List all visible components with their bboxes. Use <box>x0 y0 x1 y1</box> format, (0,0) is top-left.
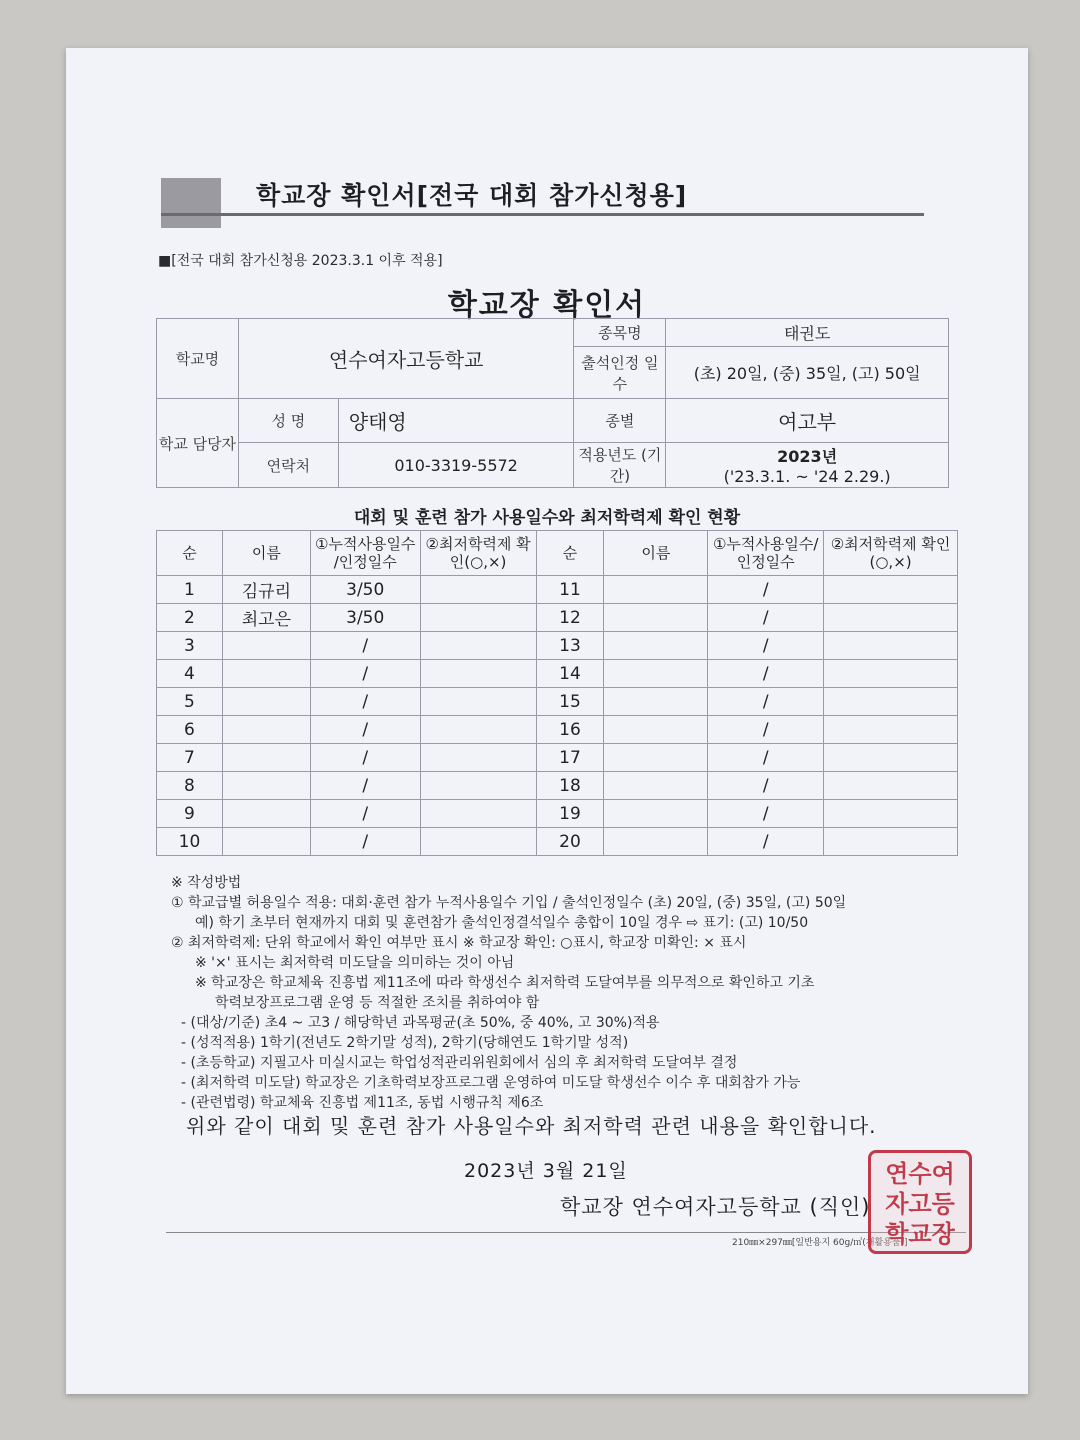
signing-date: 2023년 3월 21일 <box>464 1160 628 1182</box>
table-row <box>157 772 958 800</box>
table-row <box>157 576 958 604</box>
period-value: ('23.3.1. ~ '24 2.29.) <box>723 467 891 486</box>
cell-days: / <box>310 828 420 856</box>
cell-no-right: 19 <box>536 800 604 828</box>
cell-academic-right <box>824 576 958 604</box>
principal-signature: 학교장 연수여자고등학교 (직인) <box>560 1195 871 1219</box>
header-name-left: 이름 <box>222 531 310 576</box>
cell-days-right: / <box>708 632 824 660</box>
cell-days-right: / <box>708 828 824 856</box>
form-label: ■[전국 대회 참가신청용 2023.3.1 이후 적용] <box>158 253 443 269</box>
cell-academic <box>420 772 536 800</box>
contact-value: 010-3319-5572 <box>338 443 574 488</box>
cell-name <box>222 772 310 800</box>
cell-name-right <box>604 688 708 716</box>
cell-academic <box>420 744 536 772</box>
manager-label: 학교 담당자 <box>157 399 239 488</box>
table-row <box>157 828 958 856</box>
contact-label: 연락처 <box>238 443 338 488</box>
cell-academic <box>420 688 536 716</box>
header-name-right: 이름 <box>604 531 708 576</box>
cell-name <box>222 660 310 688</box>
cell-name <box>222 828 310 856</box>
note-line: ※ '×' 표시는 최저학력 미도달을 의미하는 것이 아님 <box>195 955 515 971</box>
school-label: 학교명 <box>157 319 239 399</box>
header-academic-left: ②최저학력제 확인(○,×) <box>420 531 536 576</box>
name-label: 성 명 <box>238 399 338 443</box>
bottom-rule <box>166 1232 966 1233</box>
cell-no: 10 <box>157 828 223 856</box>
cell-academic-right <box>824 688 958 716</box>
cell-days: / <box>310 772 420 800</box>
header-marker <box>161 178 221 228</box>
header-academic-right: ②최저학력제 확인(○,×) <box>824 531 958 576</box>
year-label: 적용년도 (기간) <box>574 443 666 488</box>
cell-no-right: 12 <box>536 604 604 632</box>
cell-no-right: 13 <box>536 632 604 660</box>
cell-days: / <box>310 632 420 660</box>
cell-no-right: 17 <box>536 744 604 772</box>
table-row <box>157 744 958 772</box>
cell-no-right: 16 <box>536 716 604 744</box>
cell-days: 3/50 <box>310 576 420 604</box>
cell-name-right <box>604 632 708 660</box>
name-value: 양태영 <box>338 399 574 443</box>
cell-no: 6 <box>157 716 223 744</box>
header-rule <box>161 213 924 216</box>
cell-name <box>222 744 310 772</box>
cell-no-right: 11 <box>536 576 604 604</box>
header-no-right: 순 <box>536 531 604 576</box>
cell-academic-right <box>824 604 958 632</box>
table-row <box>157 688 958 716</box>
cell-name-right <box>604 576 708 604</box>
writing-instructions <box>171 873 971 1113</box>
cell-no-right: 20 <box>536 828 604 856</box>
cell-no: 2 <box>157 604 223 632</box>
cell-academic <box>420 800 536 828</box>
cell-days: / <box>310 744 420 772</box>
cell-days: / <box>310 716 420 744</box>
note-line: 예) 학기 초부터 현재까지 대회 및 훈련참가 출석인정결석일수 총합이 10일 경우 ⇨ 표기: (고) 10/50 <box>195 915 809 931</box>
cell-no: 8 <box>157 772 223 800</box>
note-line: - (최저학력 미도달) 학교장은 기초학력보장프로그램 운영하여 미도달 학생선수 이수 후 대회참가 가능 <box>181 1075 801 1091</box>
attend-label: 출석인정 일수 <box>574 347 666 399</box>
cell-no: 7 <box>157 744 223 772</box>
cell-academic <box>420 660 536 688</box>
year-value: 2023년 <box>777 447 838 466</box>
table-row <box>157 716 958 744</box>
cell-days-right: / <box>708 744 824 772</box>
cell-academic <box>420 576 536 604</box>
note-line: 학력보장프로그램 운영 등 적절한 조치를 취하여야 함 <box>215 995 540 1011</box>
cell-days: / <box>310 660 420 688</box>
note-line: ※ 작성방법 <box>171 875 242 891</box>
cell-name-right <box>604 716 708 744</box>
note-line: - (대상/기준) 초4 ~ 고3 / 해당학년 과목평균(초 50%, 중 40%, 고 30%)적용 <box>181 1015 660 1031</box>
sport-value: 태권도 <box>666 319 949 347</box>
cell-no: 4 <box>157 660 223 688</box>
paper-spec: 210㎜×297㎜[일반용지 60g/㎡(재활용품)] <box>732 1238 908 1248</box>
cell-days-right: / <box>708 576 824 604</box>
cell-name <box>222 800 310 828</box>
cell-academic-right <box>824 828 958 856</box>
header-no-left: 순 <box>157 531 223 576</box>
cell-no-right: 14 <box>536 660 604 688</box>
school-value: 연수여자고등학교 <box>238 319 574 399</box>
cell-academic <box>420 716 536 744</box>
official-seal: 연수여 자고등 학교장 <box>868 1150 972 1254</box>
roster-table <box>156 530 958 856</box>
cell-name-right <box>604 744 708 772</box>
cell-days-right: / <box>708 772 824 800</box>
header-title: 학교장 확인서[전국 대회 참가신청용] <box>256 181 688 210</box>
cell-days-right: / <box>708 716 824 744</box>
note-line: ① 학교급별 허용일수 적용: 대회·훈련 참가 누적사용일수 기입 / 출석인정일수 (초) 20일, (중) 35일, (고) 50일 <box>171 895 847 911</box>
cell-academic-right <box>824 744 958 772</box>
note-line: ※ 학교장은 학교체육 진흥법 제11조에 따라 학생선수 최저학력 도달여부를 의무적으로 확인하고 기초 <box>195 975 815 991</box>
table-row <box>157 604 958 632</box>
doc-title: 학교장 확인서 <box>447 288 647 323</box>
cell-no-right: 15 <box>536 688 604 716</box>
sport-label: 종목명 <box>574 319 666 347</box>
cell-no: 9 <box>157 800 223 828</box>
cell-name-right <box>604 800 708 828</box>
cell-days: / <box>310 688 420 716</box>
cell-academic <box>420 604 536 632</box>
cell-days: / <box>310 800 420 828</box>
cell-name <box>222 716 310 744</box>
cell-academic-right <box>824 800 958 828</box>
cell-name: 김규리 <box>222 576 310 604</box>
cell-days-right: / <box>708 800 824 828</box>
cell-name-right <box>604 828 708 856</box>
document-page <box>66 48 1028 1394</box>
header-days-right: ①누적사용일수/ 인정일수 <box>708 531 824 576</box>
cell-name-right <box>604 772 708 800</box>
cell-days-right: / <box>708 660 824 688</box>
cell-name <box>222 688 310 716</box>
cell-no: 5 <box>157 688 223 716</box>
cell-academic-right <box>824 716 958 744</box>
cell-name <box>222 632 310 660</box>
cell-days-right: / <box>708 688 824 716</box>
confirmation-statement: 위와 같이 대회 및 훈련 참가 사용일수와 최저학력 관련 내용을 확인합니다. <box>186 1114 877 1138</box>
cell-name: 최고은 <box>222 604 310 632</box>
table-row <box>157 632 958 660</box>
table-row <box>157 660 958 688</box>
cell-academic <box>420 632 536 660</box>
note-line: - (관련법령) 학교체육 진흥법 제11조, 동법 시행규칙 제6조 <box>181 1095 544 1111</box>
info-table <box>156 318 949 488</box>
attend-value: (초) 20일, (중) 35일, (고) 50일 <box>666 347 949 399</box>
table-row <box>157 800 958 828</box>
division-label: 종별 <box>574 399 666 443</box>
roster-header-row <box>157 531 958 576</box>
division-value: 여고부 <box>666 399 949 443</box>
note-line: - (초등학교) 지필고사 미실시교는 학업성적관리위원회에서 심의 후 최저학력 도달여부 결정 <box>181 1055 738 1071</box>
section-title: 대회 및 훈련 참가 사용일수와 최저학력제 확인 현황 <box>353 508 741 528</box>
note-line: ② 최저학력제: 단위 학교에서 확인 여부만 표시 ※ 학교장 확인: ○표시, 학교장 미확인: × 표시 <box>171 935 747 951</box>
header-days-left: ①누적사용일수 /인정일수 <box>310 531 420 576</box>
year-cell <box>666 443 949 488</box>
cell-academic-right <box>824 632 958 660</box>
cell-name-right <box>604 660 708 688</box>
cell-academic <box>420 828 536 856</box>
cell-days: 3/50 <box>310 604 420 632</box>
cell-days-right: / <box>708 604 824 632</box>
cell-no-right: 18 <box>536 772 604 800</box>
cell-academic-right <box>824 660 958 688</box>
cell-academic-right <box>824 772 958 800</box>
cell-no: 3 <box>157 632 223 660</box>
cell-name-right <box>604 604 708 632</box>
cell-no: 1 <box>157 576 223 604</box>
note-line: - (성적적용) 1학기(전년도 2학기말 성적), 2학기(당해연도 1학기말 성적) <box>181 1035 629 1051</box>
